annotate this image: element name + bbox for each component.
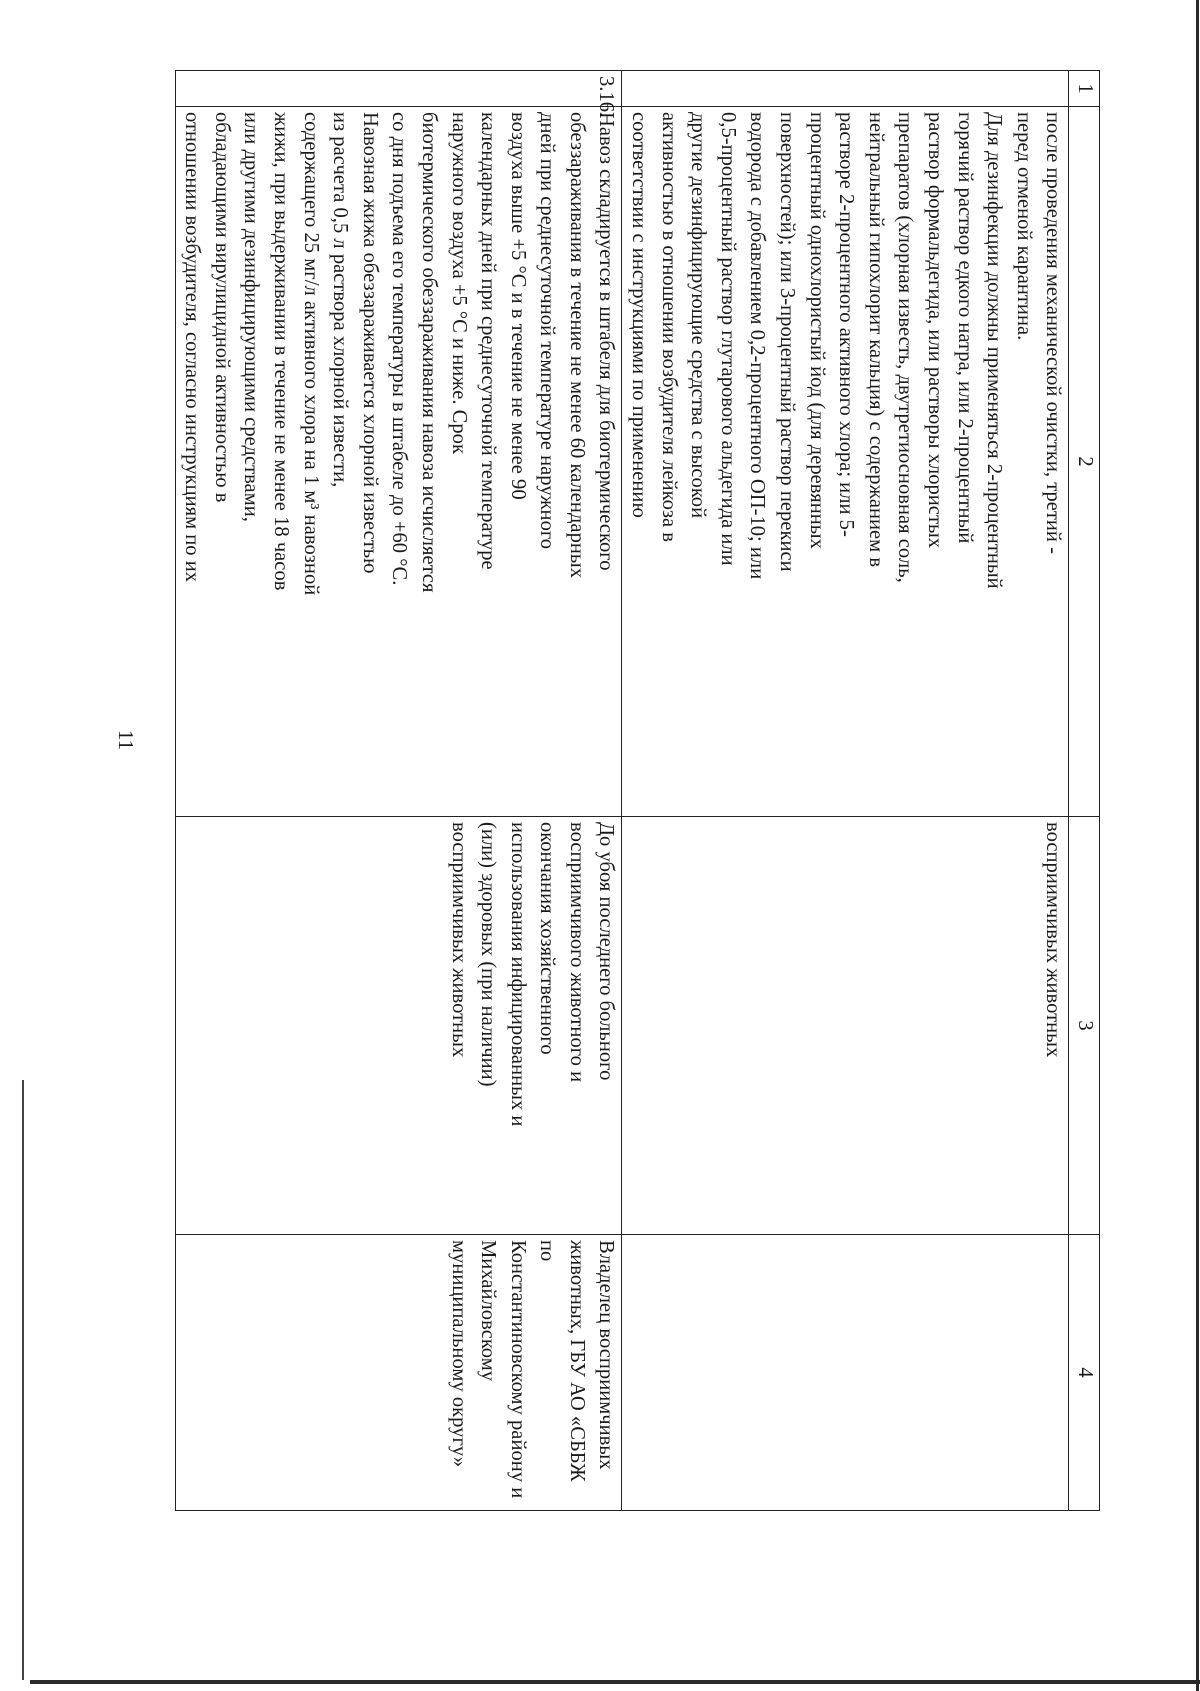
row-number-cell — [622, 71, 1069, 107]
measure-text-cell — [175, 107, 622, 817]
deadline-text: До убоя последнего больного восприимчивого животного и окончания хозяйственного использования инфицированных и (или) здоровых (при наличии) восприимчивых животных — [447, 822, 618, 1127]
responsible-cell — [175, 1235, 622, 1511]
scan-edge-right — [1196, 0, 1199, 1691]
scan-edge-bottom — [30, 1680, 1200, 1684]
page-number: 11 — [114, 729, 138, 751]
measures-table — [175, 70, 1100, 1511]
header-cell-2: 2 — [1069, 107, 1100, 817]
measure-text: Навоз складируется в штабеля для биотермического обеззараживания в течение не менее 60 календарных дней при среднесуточной температуре наружного воздуха выше +5 °С и в течение не менее 90 календарных дней при среднесуточной температуре наружного воздуха +5 °С и ниже. Срок биотермического обеззараживания навоза исчисляется со дня подъема его температуры в штабеле до +60 °С. Навозная жижа обеззараживается хлорной известью из расчета 0,5 л раствора хлорной извести, содержащего 25 мг/л активного хлора на 1 м³ навозной жижи, при выдерживании в течение не менее 18 часов или другими дезинфицирующими средствами, обладающими вирулицидной активностью в отношении возбудителя, согласно инструкциям по их — [181, 112, 618, 596]
deadline-text: восприимчивых животных — [1042, 822, 1065, 1058]
table-header-row — [1069, 71, 1100, 1511]
responsible-text: Владелец восприимчивых животных, ГБУ АО «СББЖ по Константиновскому району и Михайловскому муниципальному округу» — [447, 1240, 618, 1499]
responsible-cell — [622, 1235, 1069, 1511]
rotated-document-page — [114, 70, 1100, 1510]
header-cell-1: 1 — [1069, 71, 1100, 107]
header-cell-3: 3 — [1069, 817, 1100, 1235]
deadline-cell — [175, 817, 622, 1235]
measure-text-part2: Для дезинфекции должны применяться 2-процентный горячий раствор едкого натра, или 2-процентный раствор формальдегида, или растворы хлористых препаратов (хлорная известь, двутретиосновная соль, нейтральный гипохлорит кальция) с содержанием в растворе 2-процентного активного хлора; или 5- процентный однохлористый йод (для деревянных поверхностей); или 3-процентный раствор перекиси водорода с добавлением 0,2-процентного ОП-10; или 0,5-процентный раствор глутарового альдегида или другие дезинфицирующие средства с высокой активностью в отношении возбудителя лейкоза в соответствии с инструкциями по применению — [628, 112, 1006, 589]
table-row-3-16 — [175, 71, 622, 1511]
measure-text-cell — [622, 107, 1069, 817]
measure-text-part1: после проведения механической очистки, третий - перед отменой карантина. — [1012, 112, 1065, 554]
table-row-continued — [622, 71, 1069, 1511]
deadline-cell — [622, 817, 1069, 1235]
row-number-cell: 3.16. — [175, 71, 622, 107]
scan-edge-left — [22, 1080, 24, 1680]
header-cell-4: 4 — [1069, 1235, 1100, 1511]
